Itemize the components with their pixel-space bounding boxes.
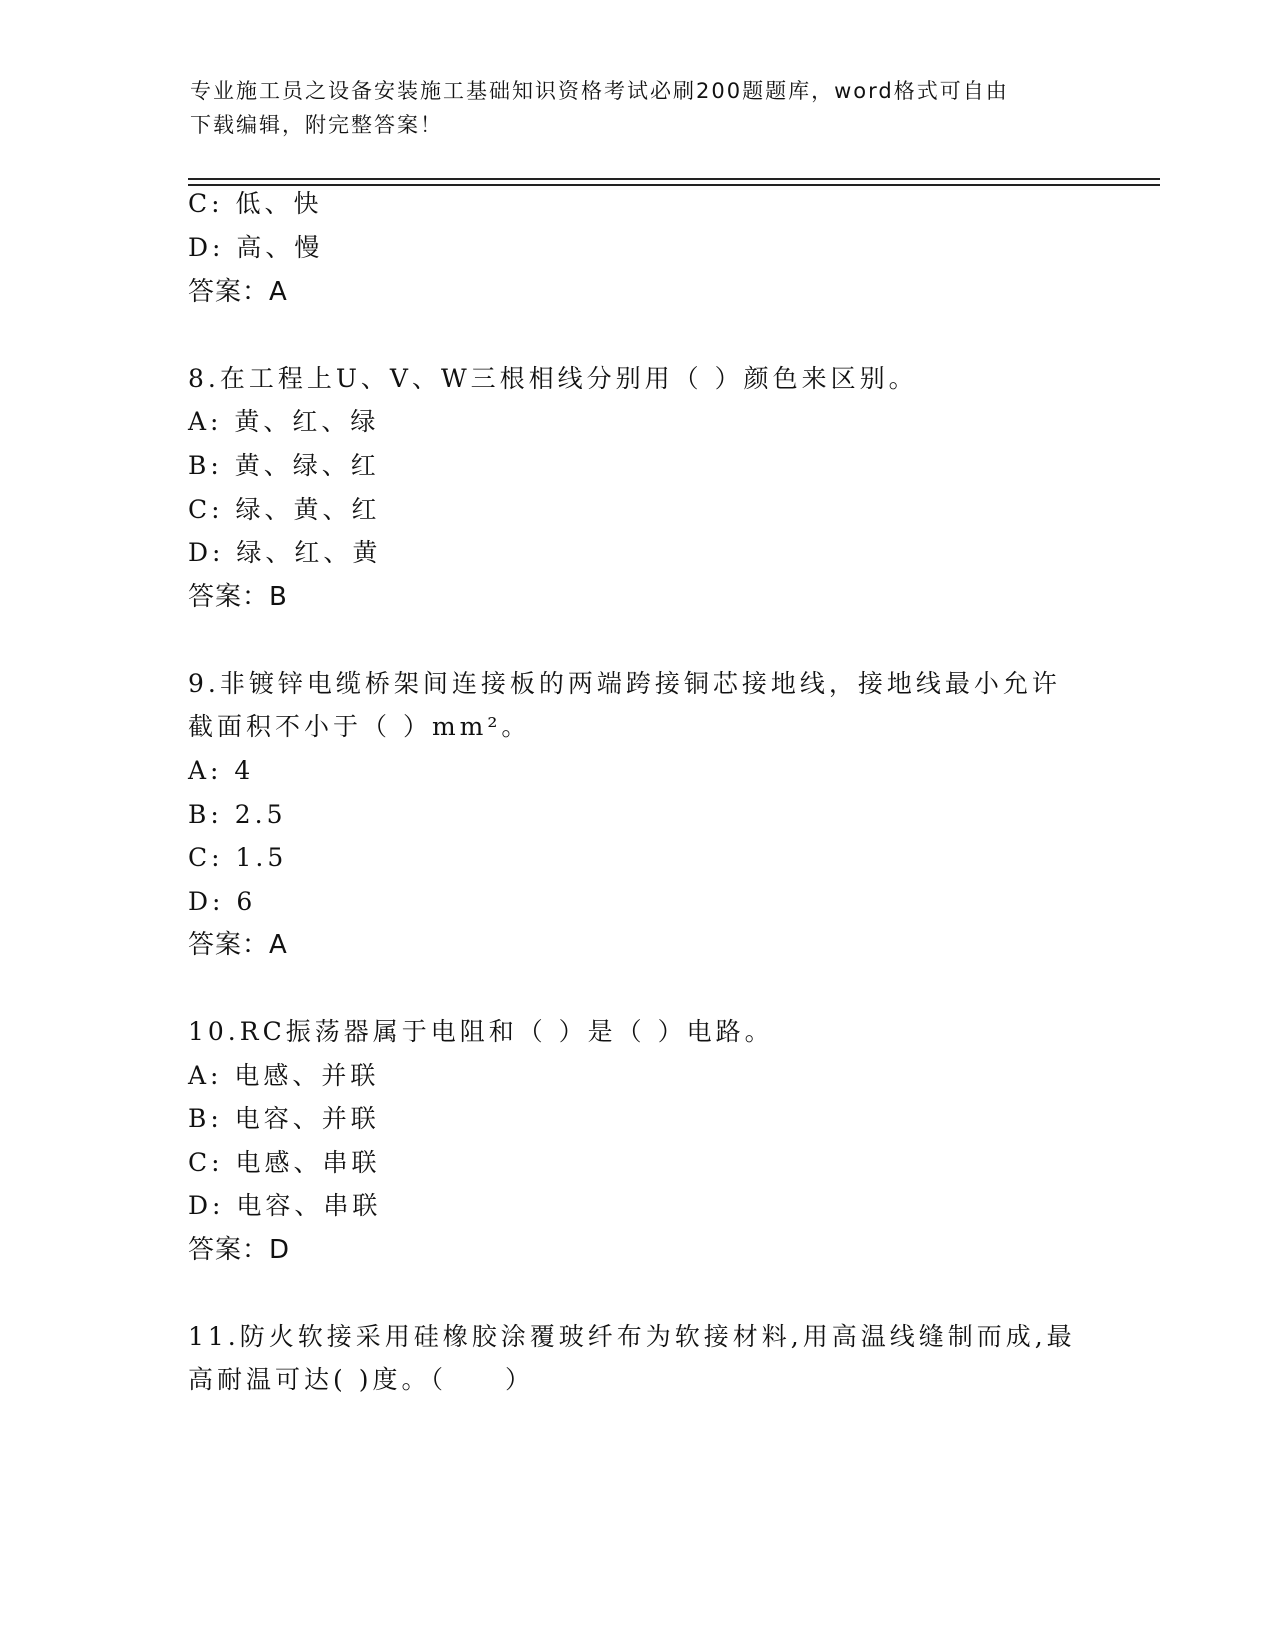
q9-option-c: C: 1.5 (188, 843, 288, 872)
header-divider-bottom (188, 184, 1160, 186)
q8-option-d: D: 绿、红、黄 (188, 538, 382, 567)
q9-option-b: B: 2.5 (188, 800, 287, 829)
q9-option-d: D: 6 (188, 887, 257, 916)
q8-stem: 8.在工程上U、V、W三根相线分别用（ ）颜色来区别。 (188, 364, 918, 393)
q10-option-c: C: 电感、串联 (188, 1148, 381, 1177)
q10-option-d: D: 电容、串联 (188, 1191, 382, 1220)
q10-option-b: B: 电容、并联 (188, 1104, 380, 1133)
q7-option-d: D: 高、慢 (188, 233, 324, 262)
header-divider-top (188, 178, 1160, 180)
q7-option-c: C: 低、快 (188, 189, 323, 218)
q8-option-c: C: 绿、黄、红 (188, 495, 381, 524)
q9-answer: 答案：A (188, 930, 288, 960)
q10-stem: 10.RC振荡器属于电阻和（ ）是（ ）电路。 (188, 1017, 774, 1046)
q8-option-b: B: 黄、绿、红 (188, 451, 380, 480)
document-title-line-2: 下载编辑，附完整答案！ (190, 113, 443, 137)
q10-answer: 答案：D (188, 1235, 291, 1265)
q11-stem-line-2: 高耐温可达( )度。（ ） (188, 1365, 534, 1394)
q8-option-a: A: 黄、红、绿 (188, 407, 380, 436)
q9-option-a: A: 4 (188, 756, 255, 785)
q7-answer: 答案：A (188, 277, 288, 307)
document-title-line-1: 专业施工员之设备安装施工基础知识资格考试必刷200题题库，word格式可自由 (190, 79, 1009, 103)
q9-stem-line-1: 9.非镀锌电缆桥架间连接板的两端跨接铜芯接地线，接地线最小允许 (188, 669, 1061, 698)
q9-stem-line-2: 截面积不小于（ ）mm²。 (188, 712, 531, 741)
document-title (190, 74, 1090, 142)
q10-option-a: A: 电感、并联 (188, 1061, 380, 1090)
q11-stem-line-1: 11.防火软接采用硅橡胶涂覆玻纤布为软接材料,用高温线缝制而成,最 (188, 1322, 1076, 1351)
q8-answer: 答案：B (188, 582, 288, 612)
